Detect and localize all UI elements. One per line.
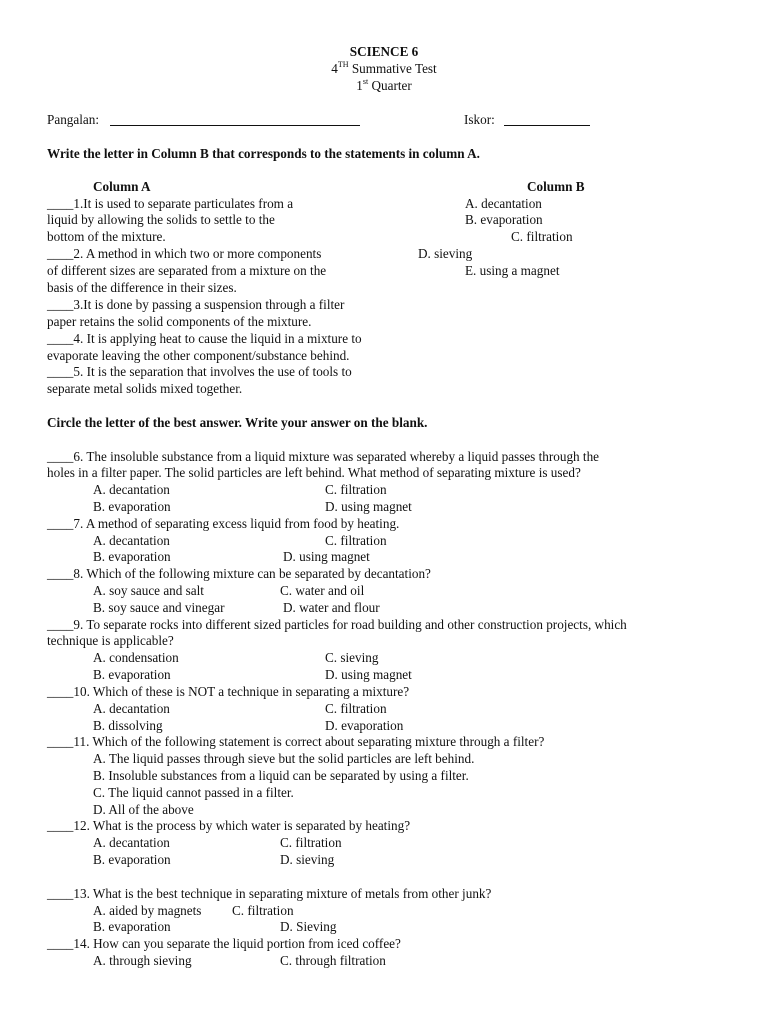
- q10-option-d: D. evaporation: [325, 718, 404, 733]
- question-9: ____9. To separate rocks into different sized particles for road building and other construction projects, which: [47, 617, 627, 632]
- column-b-choice: E. using a magnet: [465, 263, 560, 278]
- q12-option-b: B. evaporation: [93, 852, 171, 867]
- q13-option-b: B. evaporation: [93, 919, 171, 934]
- question-8: ____8. Which of the following mixture can be separated by decantation?: [47, 566, 431, 581]
- column-a-line: ____3.It is done by passing a suspension through a filter: [47, 297, 345, 312]
- q13-option-c: C. filtration: [232, 903, 294, 918]
- q14-option-c: C. through filtration: [280, 953, 386, 968]
- q10-option-a: A. decantation: [93, 701, 170, 716]
- question-7: ____7. A method of separating excess liquid from food by heating.: [47, 516, 400, 531]
- score-blank[interactable]: [504, 125, 590, 126]
- document-title: SCIENCE 6: [349, 44, 419, 59]
- question-6: ____6. The insoluble substance from a liquid mixture was separated whereby a liquid passes through the: [47, 449, 600, 464]
- score-label: Iskor:: [464, 112, 495, 127]
- q9-option-c: C. sieving: [325, 650, 379, 665]
- column-a-line: ____4. It is applying heat to cause the liquid in a mixture to: [47, 331, 362, 346]
- part2-instruction: Circle the letter of the best answer. Write your answer on the blank.: [47, 415, 428, 430]
- column-a-line: ____2. A method in which two or more components: [47, 246, 322, 261]
- q8-option-d: D. water and flour: [283, 600, 380, 615]
- q11-option-a: A. The liquid passes through sieve but the solid particles are left behind.: [93, 751, 475, 766]
- name-blank[interactable]: [110, 125, 360, 126]
- question-6-cont: holes in a filter paper. The solid particles are left behind. What method of separating mixture is used?: [47, 465, 581, 480]
- column-a-line: of different sizes are separated from a mixture on the: [47, 263, 327, 278]
- column-a-header: Column A: [93, 179, 151, 194]
- column-b-header: Column B: [527, 179, 585, 194]
- q7-option-b: B. evaporation: [93, 549, 171, 564]
- q8-option-c: C. water and oil: [280, 583, 365, 598]
- q11-option-c: C. The liquid cannot passed in a filter.: [93, 785, 294, 800]
- column-b-choice: D. sieving: [418, 246, 473, 261]
- column-a-line: paper retains the solid components of the mixture.: [47, 314, 312, 329]
- q9-option-b: B. evaporation: [93, 667, 171, 682]
- q12-option-d: D. sieving: [280, 852, 335, 867]
- column-a-line: basis of the difference in their sizes.: [47, 280, 237, 295]
- column-a-line: bottom of the mixture.: [47, 229, 166, 244]
- quarter-subtitle: 1st Quarter: [356, 76, 412, 93]
- q12-option-c: C. filtration: [280, 835, 342, 850]
- column-a-line: ____5. It is the separation that involves the use of tools to: [47, 364, 352, 379]
- q13-option-d: D. Sieving: [280, 919, 337, 934]
- q12-option-a: A. decantation: [93, 835, 170, 850]
- q13-option-a: A. aided by magnets: [93, 903, 202, 918]
- question-13: ____13. What is the best technique in separating mixture of metals from other junk?: [47, 886, 492, 901]
- column-a-line: ____1.It is used to separate particulates from a: [47, 196, 294, 211]
- q6-option-a: A. decantation: [93, 482, 170, 497]
- q7-option-c: C. filtration: [325, 533, 387, 548]
- q14-option-a: A. through sieving: [93, 953, 192, 968]
- part1-instruction: Write the letter in Column B that corresponds to the statements in column A.: [47, 146, 480, 161]
- q6-option-b: B. evaporation: [93, 499, 171, 514]
- column-b-choice: A. decantation: [465, 196, 542, 211]
- q7-option-a: A. decantation: [93, 533, 170, 548]
- name-label: Pangalan:: [47, 112, 100, 127]
- question-14: ____14. How can you separate the liquid portion from iced coffee?: [47, 936, 401, 951]
- q6-option-d: D. using magnet: [325, 499, 412, 514]
- q9-option-a: A. condensation: [93, 650, 179, 665]
- question-12: ____12. What is the process by which water is separated by heating?: [47, 818, 411, 833]
- q11-option-b: B. Insoluble substances from a liquid can be separated by using a filter.: [93, 768, 469, 783]
- q7-option-d: D. using magnet: [283, 549, 370, 564]
- column-b-choice: B. evaporation: [465, 212, 543, 227]
- q10-option-c: C. filtration: [325, 701, 387, 716]
- q10-option-b: B. dissolving: [93, 718, 163, 733]
- q8-option-a: A. soy sauce and salt: [93, 583, 204, 598]
- question-9-cont: technique is applicable?: [47, 633, 174, 648]
- q8-option-b: B. soy sauce and vinegar: [93, 600, 225, 615]
- column-a-line: separate metal solids mixed together.: [47, 381, 243, 396]
- column-a-line: liquid by allowing the solids to settle to the: [47, 212, 275, 227]
- q6-option-c: C. filtration: [325, 482, 387, 497]
- column-b-choice: C. filtration: [511, 229, 573, 244]
- q9-option-d: D. using magnet: [325, 667, 412, 682]
- q11-option-d: D. All of the above: [93, 802, 194, 817]
- test-subtitle: 4TH Summative Test: [331, 59, 437, 76]
- question-10: ____10. Which of these is NOT a technique in separating a mixture?: [47, 684, 410, 699]
- column-a-line: evaporate leaving the other component/substance behind.: [47, 348, 350, 363]
- question-11: ____11. Which of the following statement is correct about separating mixture through a filter?: [47, 734, 545, 749]
